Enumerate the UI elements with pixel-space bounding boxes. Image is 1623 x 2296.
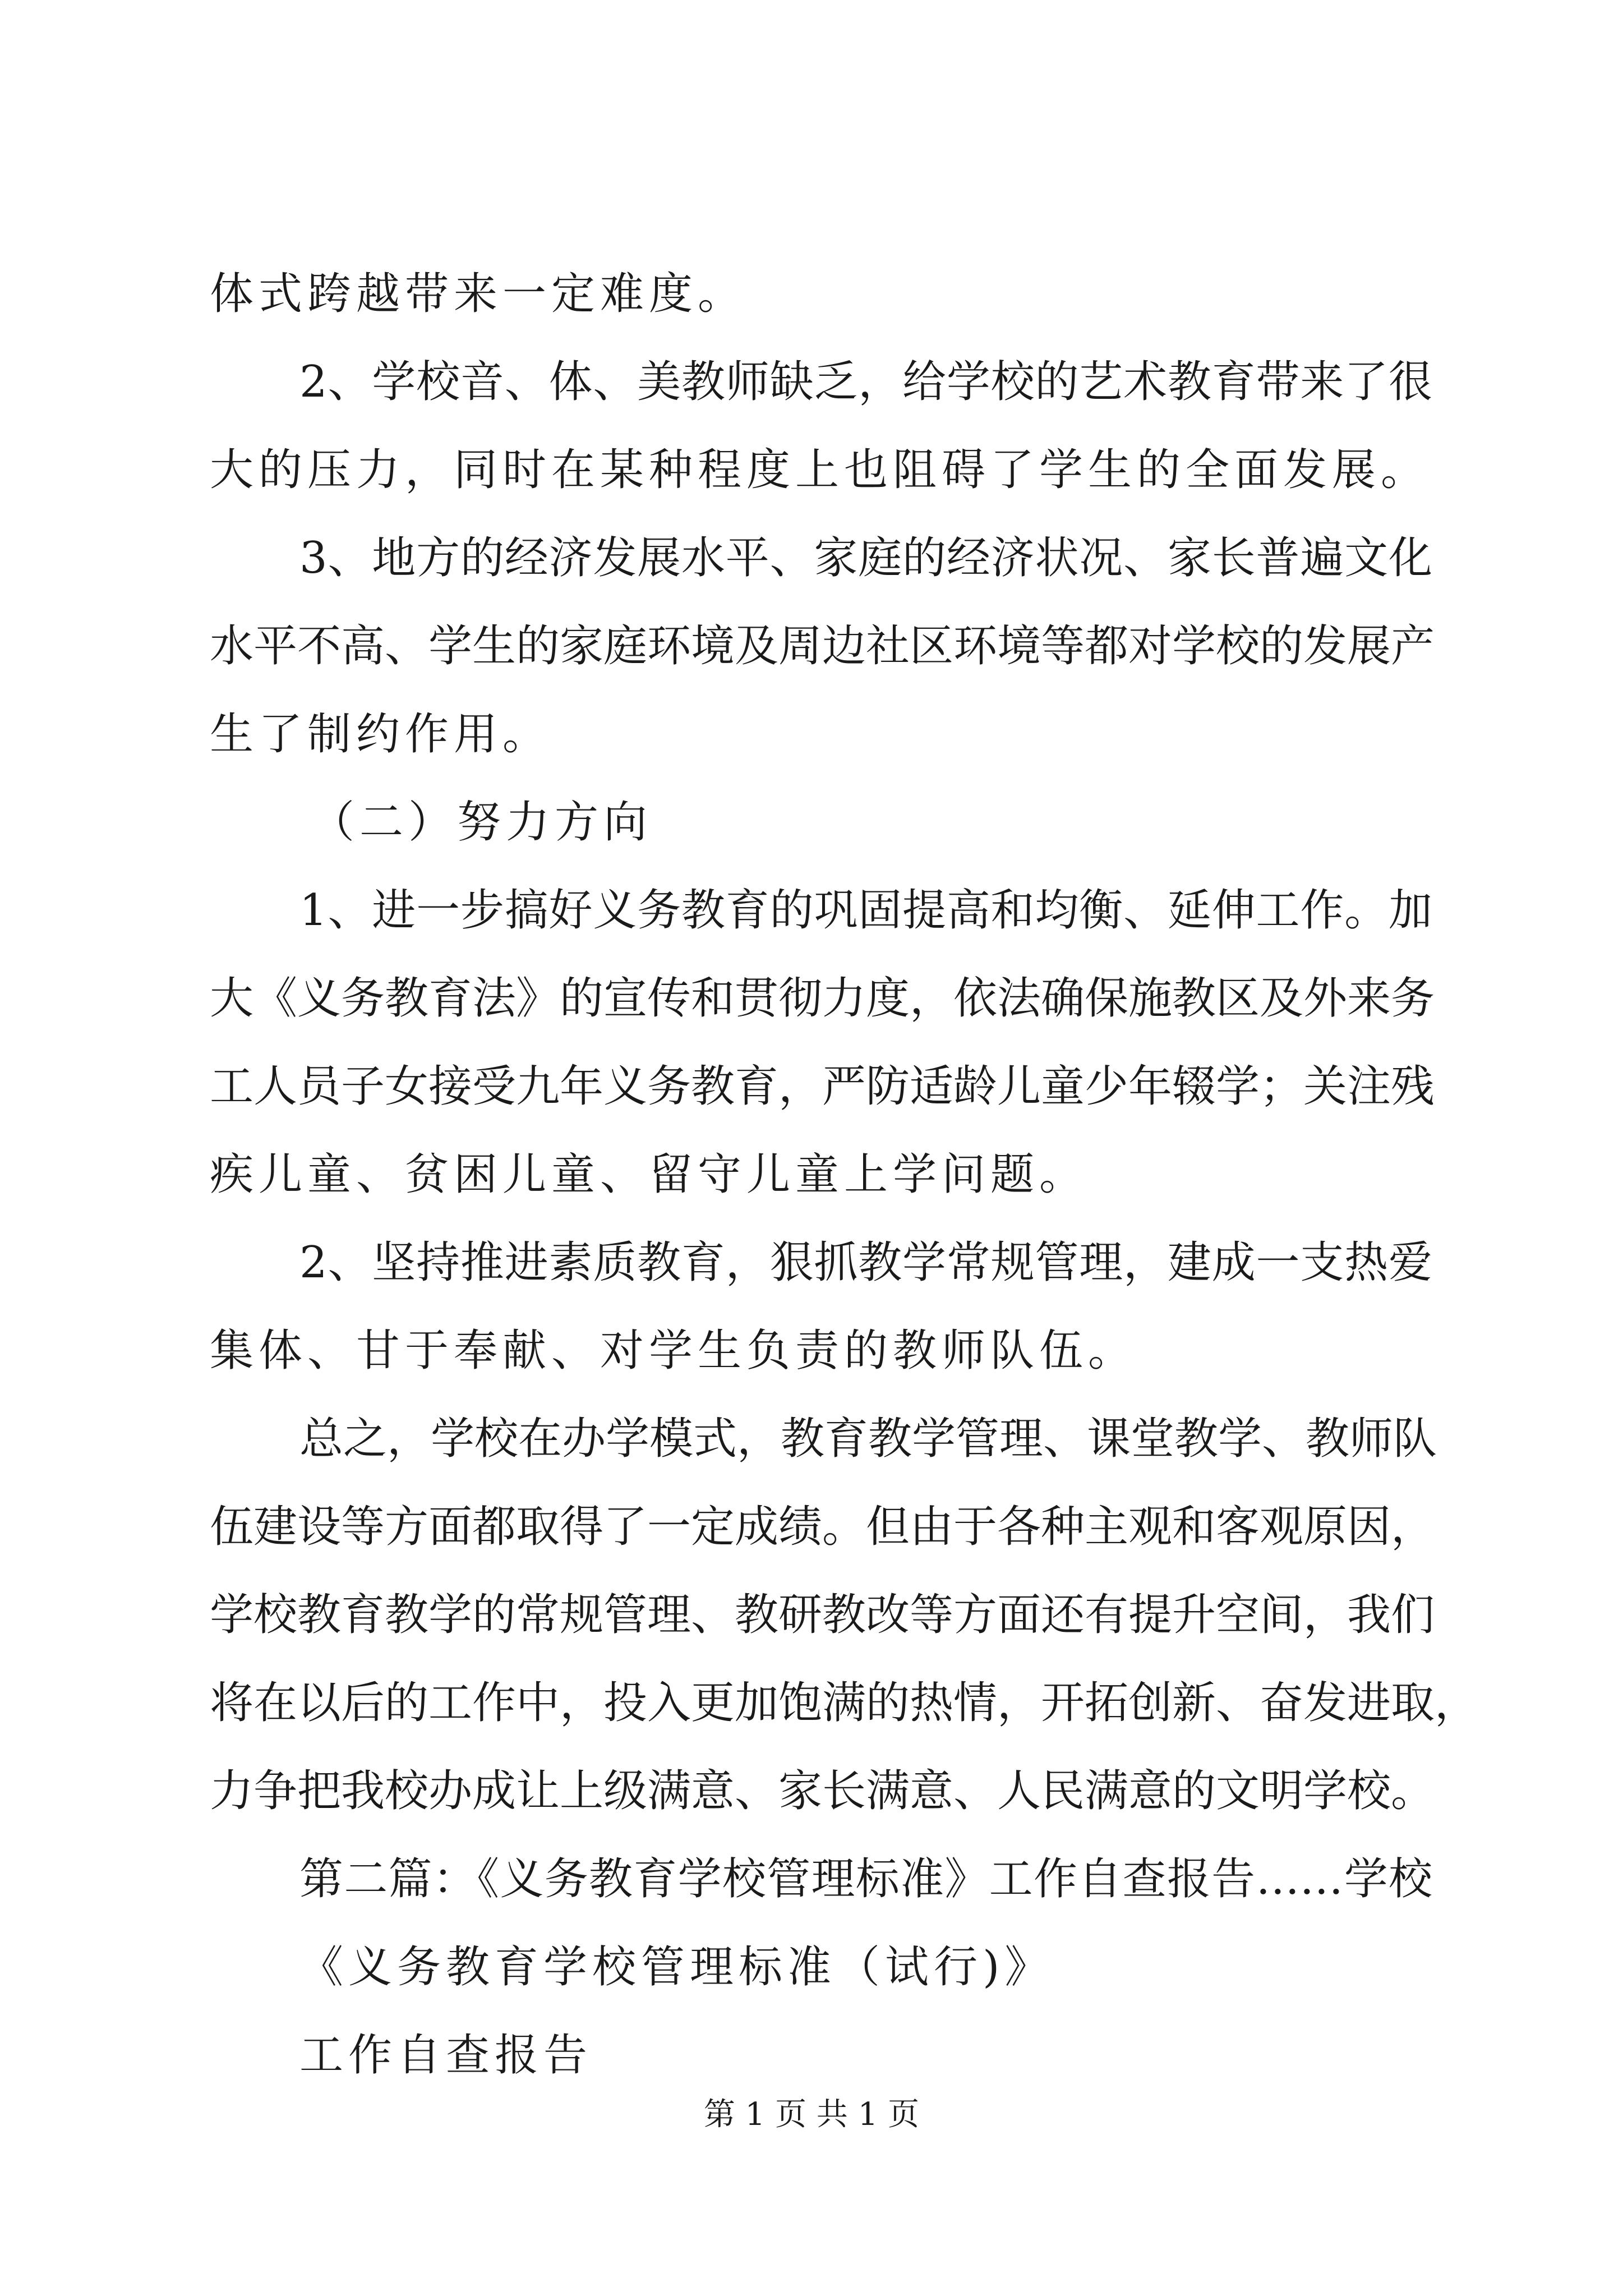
document-body [210, 250, 1479, 2100]
text-line: 水平不高、学生的家庭环境及周边社区环境等都对学校的发展产 [210, 621, 1435, 671]
text-line: 将在以后的工作中，投入更加饱满的热情，开拓创新、奋发进取， [210, 1678, 1479, 1728]
text-line: 工作自查报告 [299, 2030, 593, 2081]
text-line: 大《义务教育法》的宣传和贯彻力度，依法确保施教区及外来务 [210, 973, 1435, 1024]
text-line: 1、进一步搞好义务教育的巩固提高和均衡、延伸工作。加 [299, 885, 1432, 936]
text-line: 3、地方的经济发展水平、家庭的经济状况、家长普遍文化 [299, 533, 1432, 583]
text-line: 集体、甘于奉献、对学生负责的教师队伍。 [210, 1326, 1137, 1376]
text-line: 2、坚持推进素质教育，狠抓教学常规管理，建成一支热爱 [299, 1237, 1432, 1288]
text-line: 大的压力，同时在某种程度上也阻碍了学生的全面发展。 [210, 445, 1430, 495]
text-line: 伍建设等方面都取得了一定成绩。但由于各种主观和客观原因， [210, 1502, 1435, 1552]
text-line: 疾儿童、贫困儿童、留守儿童上学问题。 [210, 1149, 1089, 1200]
text-line: 第二篇：《义务教育学校管理标准》工作自查报告……学校 [299, 1854, 1432, 1904]
text-line: 工人员子女接受九年义务教育，严防适龄儿童少年辍学；关注残 [210, 1061, 1435, 1112]
text-line: 学校教育教学的常规管理、教研教改等方面还有提升空间，我们 [210, 1590, 1435, 1640]
page-number-footer: 第 1 页 共 1 页 [703, 2096, 920, 2133]
text-line: 生了制约作用。 [210, 709, 552, 760]
text-line: 2、学校音、体、美教师缺乏，给学校的艺术教育带来了很 [299, 357, 1432, 407]
text-line: 总之，学校在办学模式，教育教学管理、课堂教学、教师队 [299, 1414, 1437, 1464]
text-line: 体式跨越带来一定难度。 [210, 269, 747, 319]
text-line: 《义务教育学校管理标准（试行)》 [299, 1942, 1054, 1993]
section-heading: （二）努力方向 [311, 797, 653, 848]
text-line: 力争把我校办成让上级满意、家长满意、人民满意的文明学校。 [210, 1766, 1435, 1816]
